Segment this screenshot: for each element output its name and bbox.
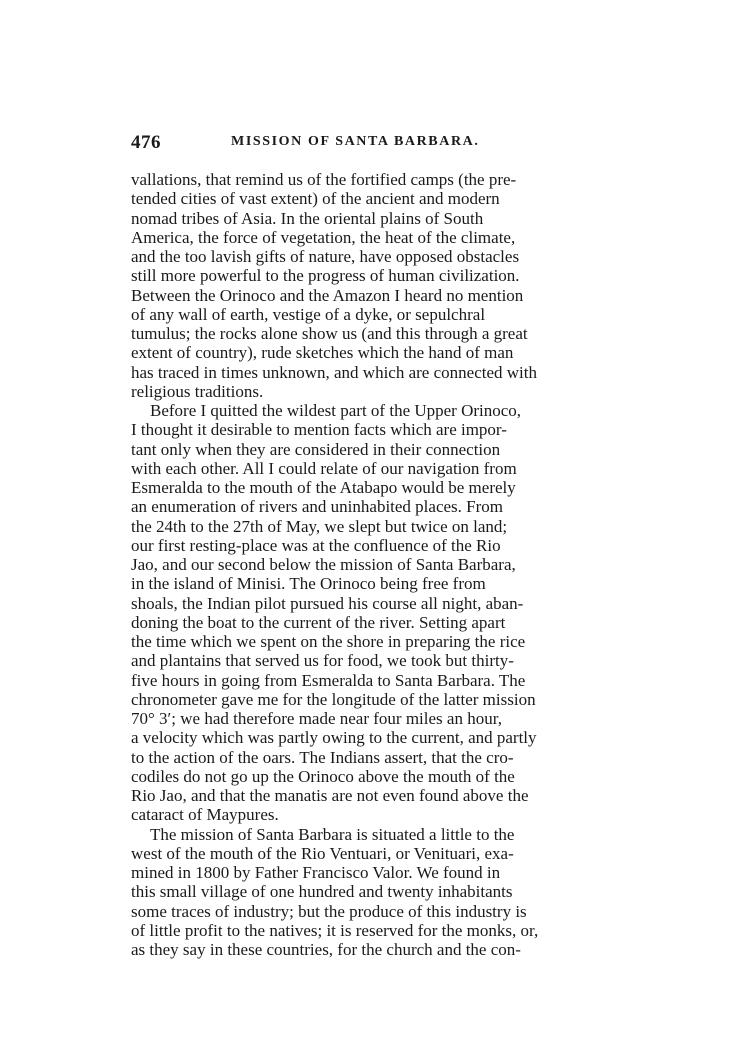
text-line: Rio Jao, and that the manatis are not even found above the bbox=[131, 786, 529, 805]
text-line: some traces of industry; but the produce of this industry is bbox=[131, 901, 527, 921]
text-line: with each other. All I could relate of our navigation from bbox=[131, 458, 517, 478]
text-line: tumulus; the rocks alone show us (and this through a great bbox=[131, 324, 528, 343]
text-line: mined in 1800 by Father Francisco Valor. We found in bbox=[131, 863, 501, 882]
page-number: 476 bbox=[131, 132, 161, 153]
text-line: religious traditions. bbox=[131, 381, 264, 401]
text-line: an enumeration of rivers and uninhabited places. From bbox=[131, 497, 503, 517]
text-line: America, the force of vegetation, the heat of the climate, bbox=[131, 227, 516, 247]
text-line: Esmeralda to the mouth of the Atabapo would be merely bbox=[131, 478, 516, 497]
text-line: I thought it desirable to mention facts which are impor- bbox=[131, 420, 507, 440]
text-line: and the too lavish gifts of nature, have opposed obstacles bbox=[131, 247, 520, 266]
paragraph-first-line: Before I quitted the wildest part of the Upper Orinoco, bbox=[150, 401, 522, 420]
text-line: extent of country), rude sketches which the hand of man bbox=[131, 343, 514, 363]
text-line: has traced in times unknown, and which are connected with bbox=[131, 362, 537, 382]
text-line: tant only when they are considered in their connection bbox=[131, 439, 501, 459]
paragraph-first-line: The mission of Santa Barbara is situated a little to the bbox=[150, 824, 515, 844]
body-text bbox=[131, 170, 616, 959]
text-line: as they say in these countries, for the church and the con- bbox=[131, 940, 521, 959]
text-line: the 24th to the 27th of May, we slept but twice on land; bbox=[131, 516, 508, 536]
text-line: this small village of one hundred and twenty inhabitants bbox=[131, 882, 513, 902]
text-line: tended cities of vast extent) of the ancient and modern bbox=[131, 189, 500, 209]
text-line: doning the boat to the current of the river. Setting apart bbox=[131, 612, 506, 632]
text-line: Between the Orinoco and the Amazon I heard no mention bbox=[131, 285, 524, 305]
text-line: of any wall of earth, vestige of a dyke, or sepulchral bbox=[131, 304, 486, 324]
text-line: 70° 3′; we had therefore made near four miles an hour, bbox=[131, 709, 502, 728]
text-line: codiles do not go up the Orinoco above the mouth of the bbox=[131, 766, 515, 786]
text-line: our first resting-place was at the confluence of the Rio bbox=[131, 535, 501, 555]
text-line: of little profit to the natives; it is reserved for the monks, or, bbox=[131, 920, 539, 940]
text-line: west of the mouth of the Rio Ventuari, or Venituari, exa- bbox=[131, 843, 514, 863]
text-line: cataract of Maypures. bbox=[131, 805, 279, 825]
text-line: five hours in going from Esmeralda to Santa Barbara. The bbox=[131, 670, 526, 690]
text-line: nomad tribes of Asia. In the oriental plains of South bbox=[131, 208, 484, 228]
text-line: and plantains that served us for food, we took but thirty- bbox=[131, 651, 514, 671]
text-line: chronometer gave me for the longitude of the latter mission bbox=[131, 689, 536, 709]
text-line: vallations, that remind us of the fortified camps (the pre- bbox=[131, 170, 517, 189]
text-line: a velocity which was partly owing to the current, and partly bbox=[131, 728, 537, 748]
text-line: still more powerful to the progress of human civilization. bbox=[131, 266, 520, 286]
text-line: Jao, and our second below the mission of Santa Barbara, bbox=[131, 555, 516, 574]
page-header-title: MISSION OF SANTA BARBARA. bbox=[231, 134, 480, 149]
text-line: in the island of Minisi. The Orinoco being free from bbox=[131, 574, 486, 594]
text-line: the time which we spent on the shore in preparing the rice bbox=[131, 632, 526, 651]
running-head bbox=[131, 132, 616, 156]
text-line: to the action of the oars. The Indians assert, that the cro- bbox=[131, 747, 514, 767]
text-line: shoals, the Indian pilot pursued his course all night, aban- bbox=[131, 593, 524, 613]
